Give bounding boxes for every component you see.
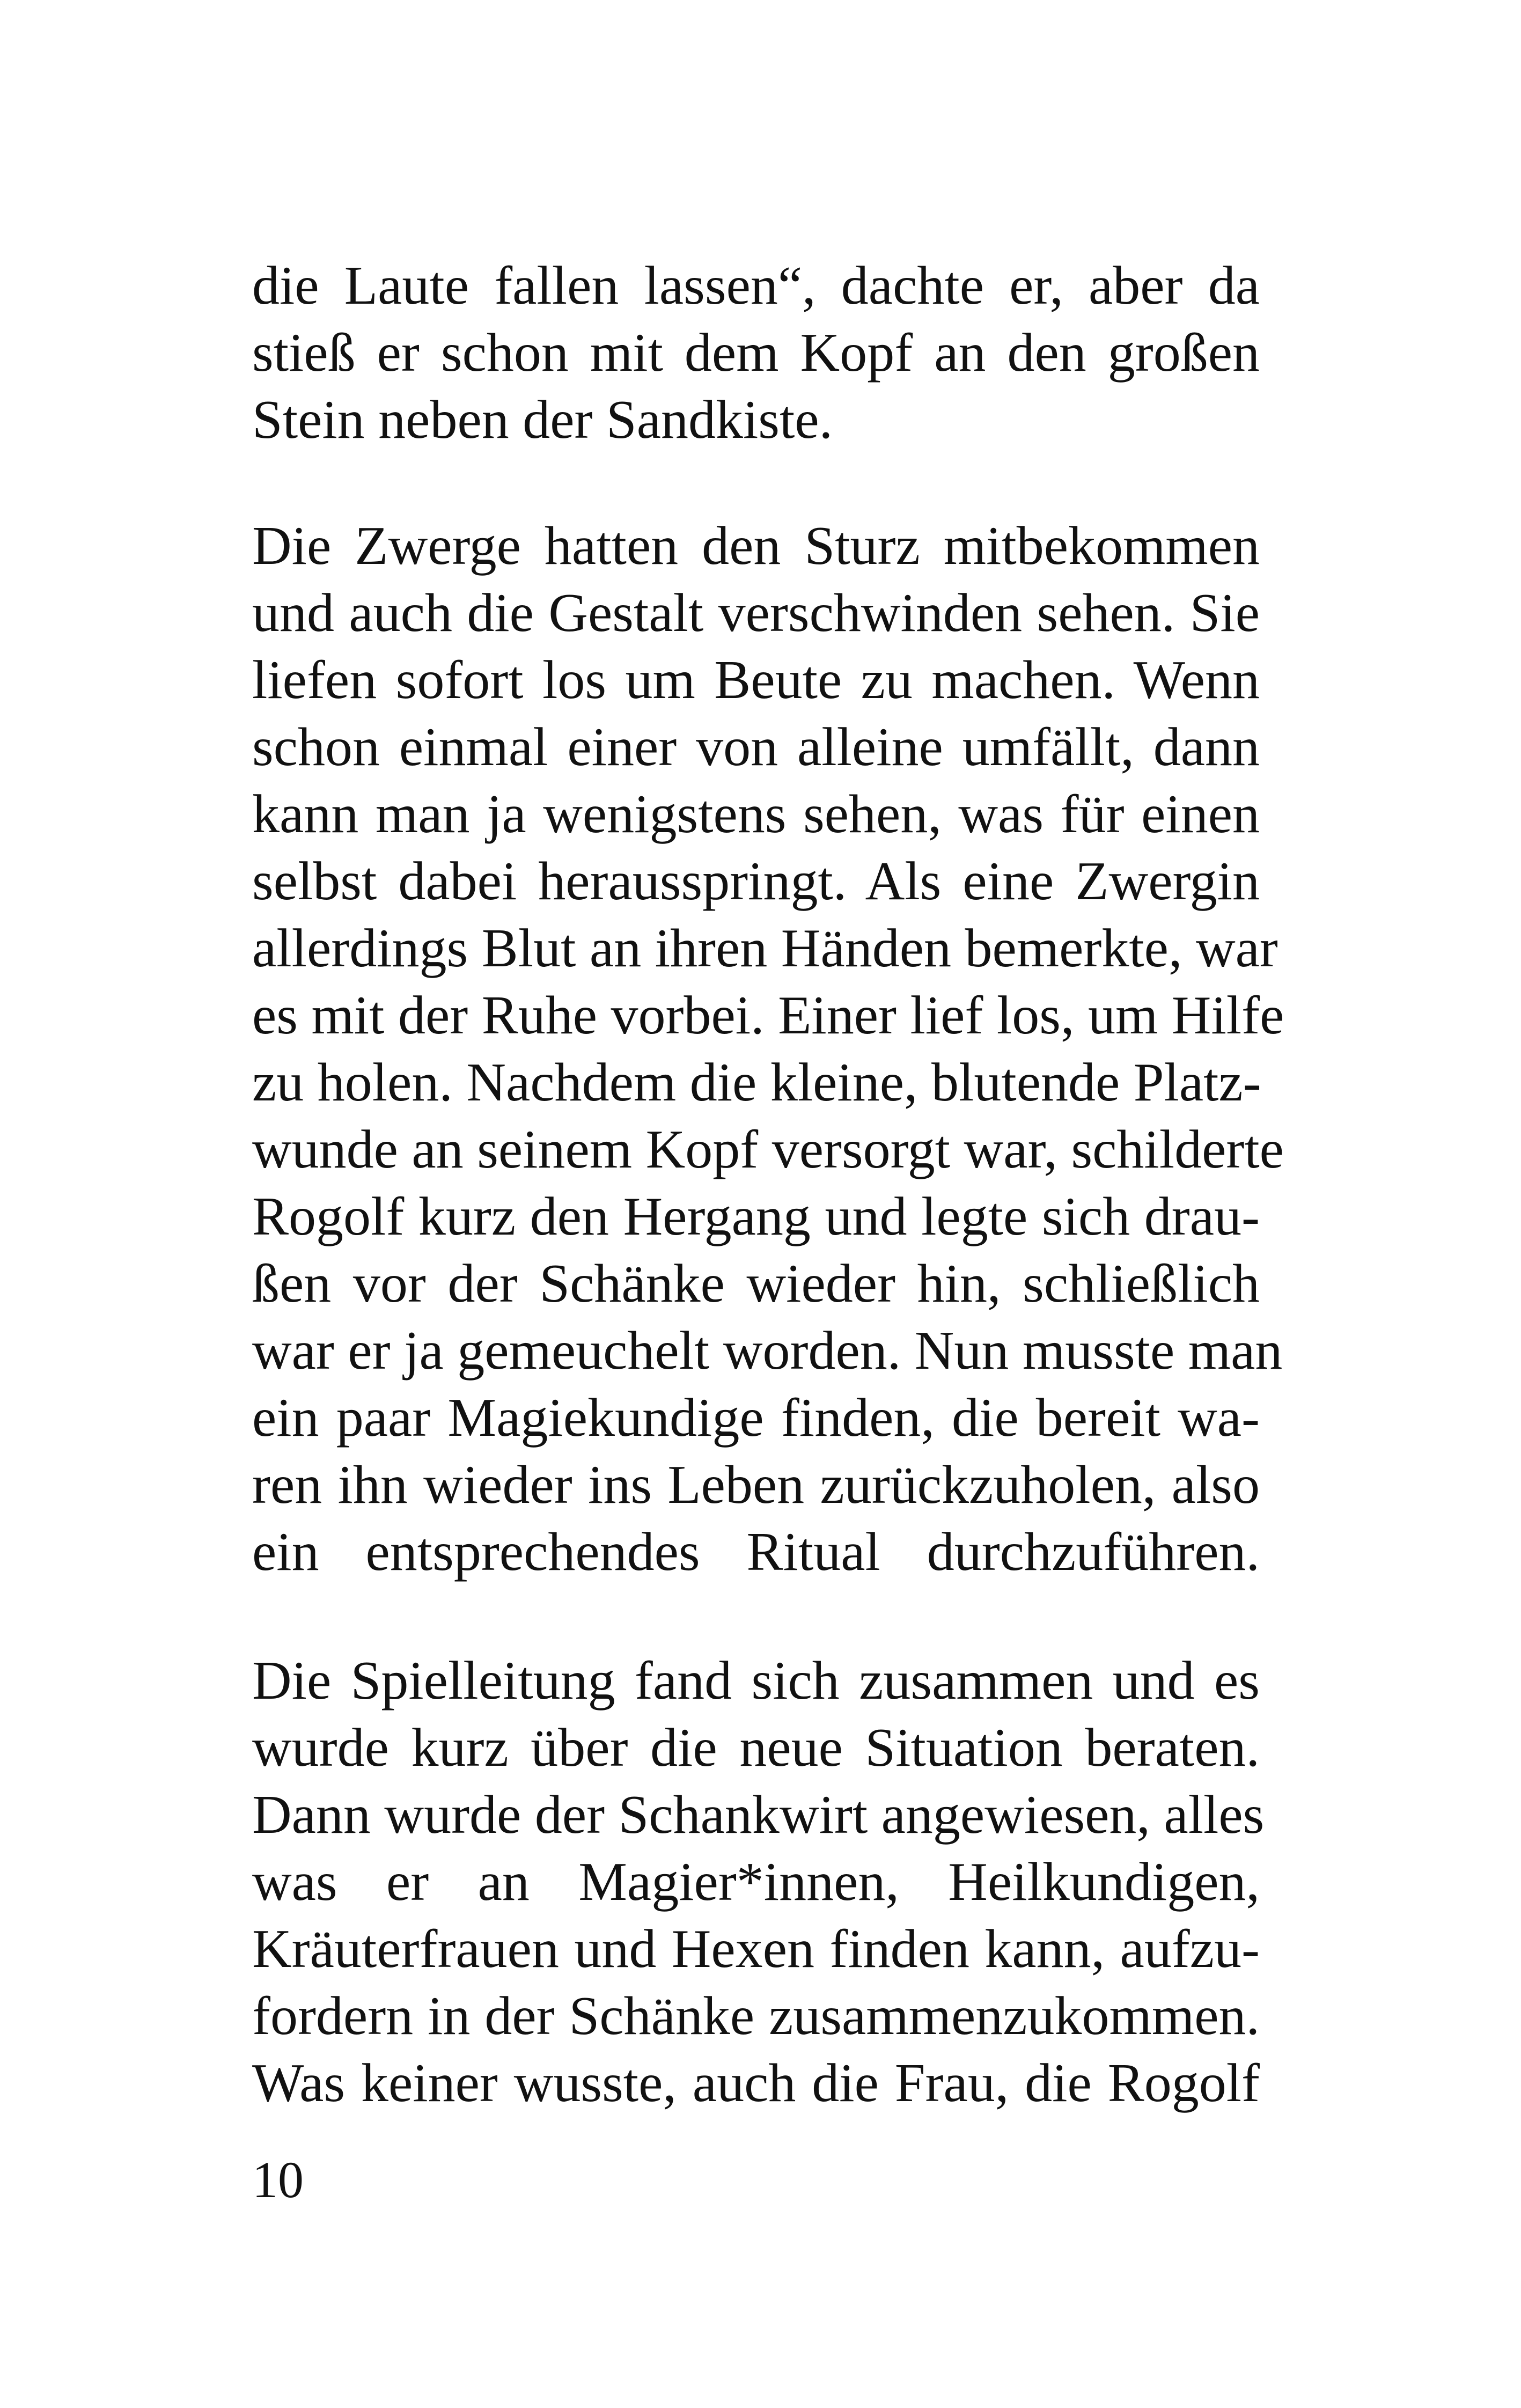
- paragraph-3: [252, 1647, 1265, 2117]
- page-body: [252, 252, 1284, 2117]
- paragraph-spacer: [252, 453, 1260, 512]
- text-line: wurde kurz über die neue Situation beraten.: [252, 1717, 1260, 1778]
- text-line: Kräuterfrauen und Hexen finden kann, aufzu-: [252, 1919, 1260, 1979]
- text-line: es mit der Ruhe vorbei. Einer lief los, um Hilfe: [252, 985, 1284, 1046]
- text-line: selbst dabei herausspringt. Als eine Zwergin: [252, 851, 1260, 912]
- text-line: Die Spielleitung fand sich zusammen und es: [252, 1650, 1260, 1711]
- text-line: und auch die Gestalt verschwinden sehen. Sie: [252, 583, 1260, 643]
- paragraph-spacer: [252, 1585, 1260, 1647]
- text-line: liefen sofort los um Beute zu machen. Wenn: [252, 650, 1260, 710]
- text-line: Stein neben der Sandkiste.: [252, 390, 833, 450]
- text-line: war er ja gemeuchelt worden. Nun musste man: [252, 1320, 1283, 1381]
- text-line: Dann wurde der Schankwirt angewiesen, alles: [252, 1785, 1265, 1845]
- text-line: ein paar Magiekundige finden, die bereit wa-: [252, 1387, 1260, 1448]
- text-line: ren ihn wieder ins Leben zurückzuholen, also: [252, 1455, 1260, 1515]
- text-line: schon einmal einer von alleine umfällt, dann: [252, 717, 1260, 777]
- text-line: stieß er schon mit dem Kopf an den großen: [252, 322, 1260, 383]
- text-line: Was keiner wusste, auch die Frau, die Rogolf: [252, 2053, 1260, 2113]
- text-line: allerdings Blut an ihren Händen bemerkte, war: [252, 918, 1278, 979]
- text-line: ein entsprechendes Ritual durchzuführen.: [252, 1522, 1260, 1582]
- paragraph-2: [252, 512, 1284, 1585]
- page-number: 10: [252, 2151, 304, 2208]
- text-line: ßen vor der Schänke wieder hin, schließlich: [252, 1253, 1260, 1314]
- text-line: wunde an seinem Kopf versorgt war, schilderte: [252, 1119, 1284, 1180]
- text-line: fordern in der Schänke zusammenzukommen.: [252, 1986, 1260, 2046]
- text-line: die Laute fallen lassen“, dachte er, aber da: [252, 255, 1260, 316]
- paragraph-1: [252, 252, 1260, 453]
- text-line: Rogolf kurz den Hergang und legte sich drau-: [252, 1186, 1260, 1247]
- text-line: kann man ja wenigstens sehen, was für einen: [252, 784, 1260, 845]
- text-line: was er an Magier*innen, Heilkundigen,: [252, 1852, 1260, 1912]
- text-line: zu holen. Nachdem die kleine, blutende Platz-: [252, 1052, 1261, 1113]
- text-line: Die Zwerge hatten den Sturz mitbekommen: [252, 516, 1260, 576]
